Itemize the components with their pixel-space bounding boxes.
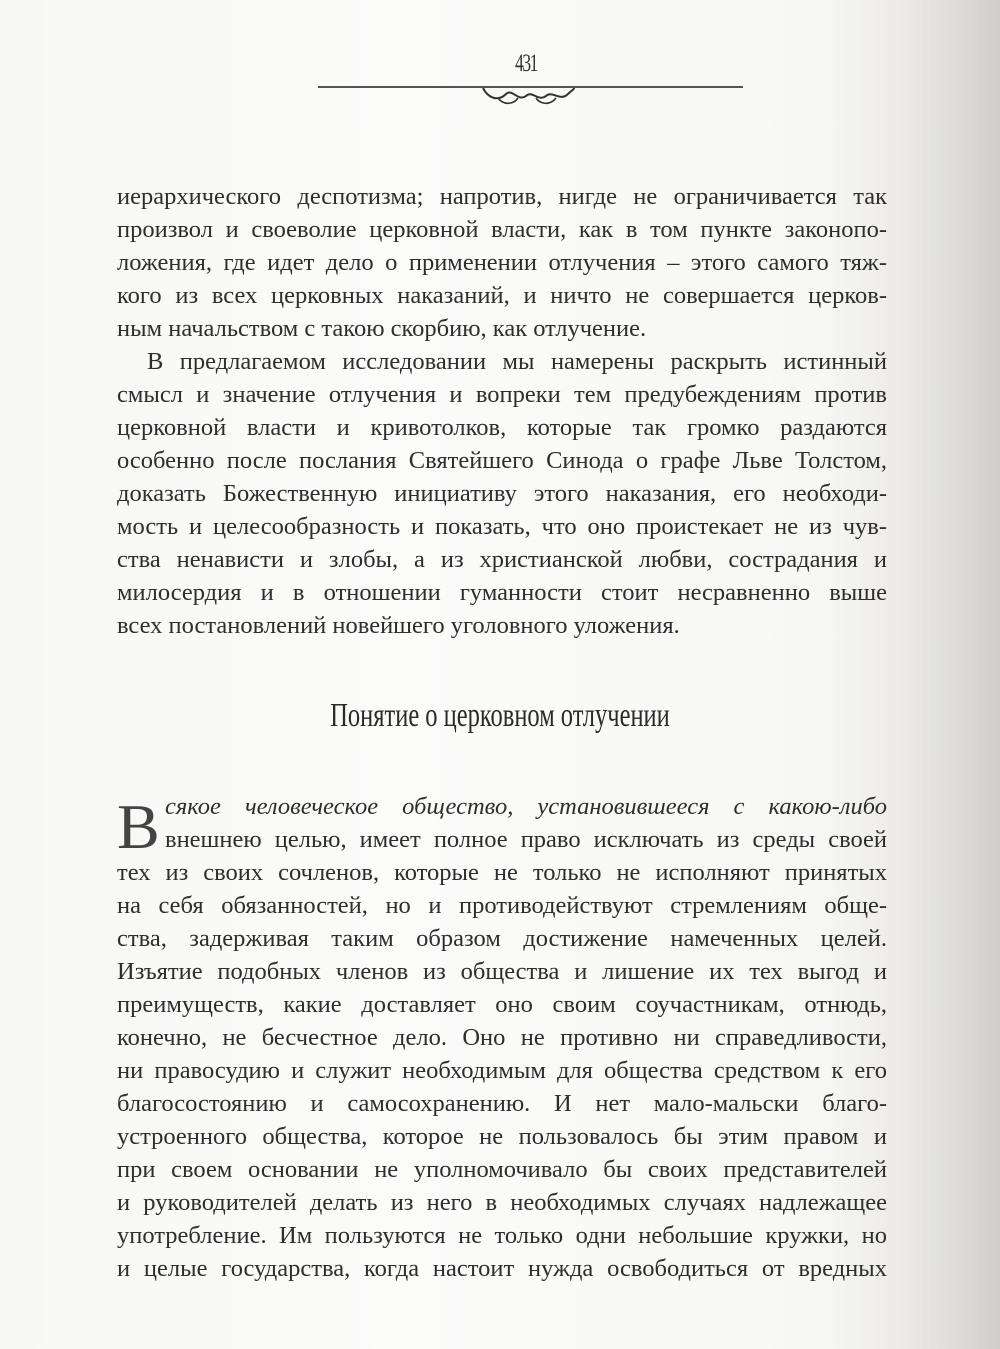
text-line: на себя обязанностей, но и противодействуют стремлениям обще-	[117, 892, 887, 919]
text-line: Изъятие подобных членов из общества и лишение их тех выгод и	[117, 958, 887, 985]
text-line: церковной власти и кривотолков, которые так громко раздаются	[117, 414, 887, 441]
ornament-flourish-icon	[478, 84, 578, 108]
text-line: ни правосудию и служит необходимым для общества средством к его	[117, 1057, 887, 1084]
paragraph-2	[117, 345, 887, 642]
text-line: и руководителей делать из него в необходимых случаях надлежащее	[117, 1189, 887, 1216]
text-line: особенно после послания Святейшего Синода о графе Льве Толстом,	[117, 447, 887, 474]
text-line: конечно, не бесчестное дело. Оно не противно ни справедливости,	[117, 1024, 887, 1051]
text-line: кого из всех церковных наказаний, и ничто не совершается церков-	[117, 282, 887, 309]
text-line: употребление. Им пользуются не только одни небольшие кружки, но	[117, 1222, 887, 1249]
section-heading: Понятие о церковном отлучении	[330, 697, 670, 734]
text-line: благосостоянию и самосохранению. И нет мало-мальски благо-	[117, 1090, 887, 1117]
paragraph-1	[117, 180, 887, 345]
text-line: ства, задерживая таким образом достижение намеченных целей.	[117, 925, 887, 952]
text-line: сякое человеческое общество, установившееся с какою-либо	[165, 793, 887, 820]
text-line: доказать Божественную инициативу этого наказания, его необходи-	[117, 480, 887, 507]
paragraph-3	[117, 790, 887, 1285]
text-line: В предлагаемом исследовании мы намерены раскрыть истинный	[147, 348, 887, 375]
text-line: ным начальством с такою скорбию, как отлучение.	[117, 315, 647, 342]
text-line: преимуществ, какие доставляет оно своим соучастникам, отнюдь,	[117, 991, 887, 1018]
text-line: внешнею целью, имеет полное право исключать из среды своей	[165, 826, 887, 853]
text-line: смысл и значение отлучения и вопреки тем предубеждениям против	[117, 381, 887, 408]
text-line: произвол и своеволие церковной власти, как в том пункте законопо-	[117, 216, 887, 243]
text-line: иерархического деспотизма; напротив, нигде не ограничивается так	[117, 183, 887, 210]
drop-cap: В	[117, 791, 160, 862]
text-line: ства ненависти и злобы, а из христианской любви, сострадания и	[117, 546, 887, 573]
text-line: милосердия и в отношении гуманности стоит несравненно выше	[117, 579, 887, 606]
text-line: при своем основании не уполномочивало бы своих представителей	[117, 1156, 887, 1183]
text-line: и целые государства, когда настоит нужда освободиться от вредных	[117, 1255, 887, 1282]
text-line: мость и целесообразность и показать, что оно проистекает не из чув-	[117, 513, 887, 540]
text-line: всех постановлений новейшего уголовного уложения.	[117, 612, 680, 639]
text-line: тех из своих сочленов, которые не только не исполняют принятых	[117, 859, 887, 886]
page-number: 431	[514, 50, 538, 77]
text-line: устроенного общества, которое не пользовалось бы этим правом и	[117, 1123, 887, 1150]
text-line: ложения, где идет дело о применении отлучения – этого самого тяж-	[117, 249, 887, 276]
